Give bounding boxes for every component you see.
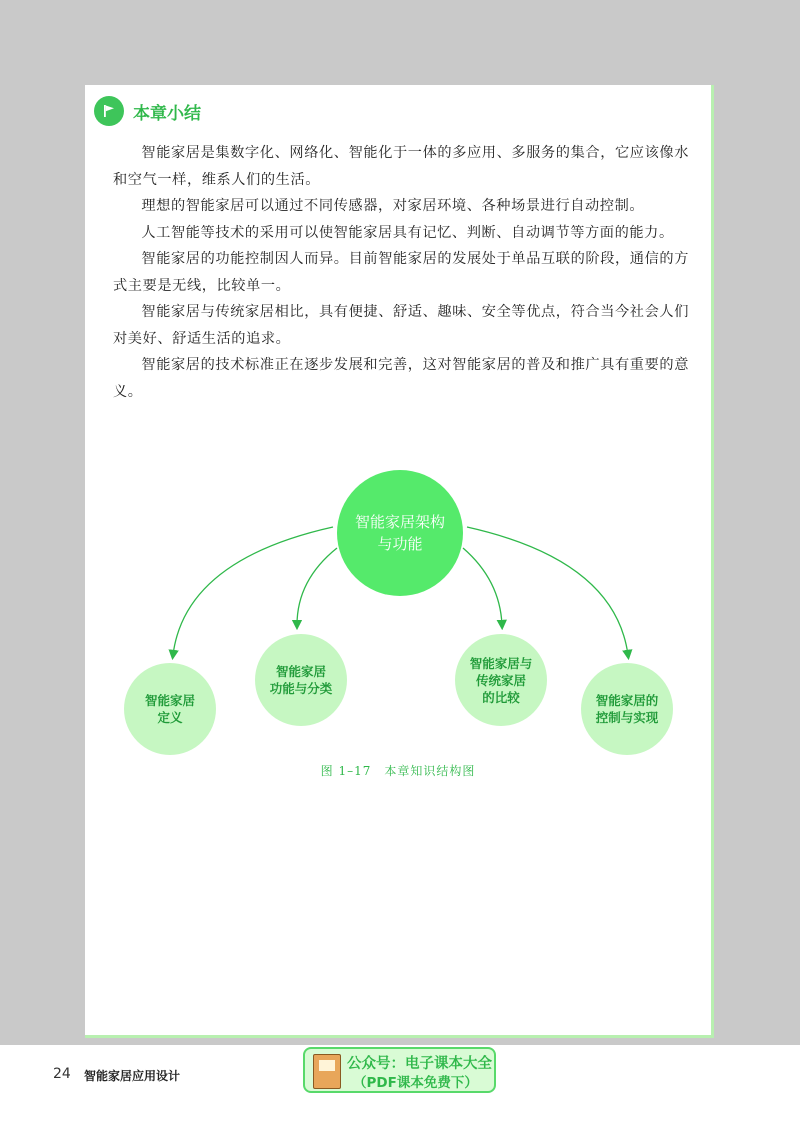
arrow-to-node-2 (297, 548, 337, 625)
figure-caption: 图 1–17 本章知识结构图 (320, 764, 476, 778)
section-title: 本章小结 (133, 103, 201, 124)
paragraph: 智能家居的功能控制因人而异。目前智能家居的发展处于单品互联的阶段，通信的方式主要是无线，比较单一。 (113, 251, 689, 294)
center-node-line: 智能家居架构 (354, 513, 445, 531)
book-icon (313, 1054, 341, 1089)
paragraph: 智能家居的技术标准正在逐步发展和完善，这对智能家居的普及和推广具有重要的意义。 (113, 357, 689, 400)
arrow-to-node-3 (463, 548, 502, 625)
knowledge-structure-diagram (85, 460, 711, 780)
section-header (94, 95, 201, 127)
node-line: 智能家居 (144, 693, 195, 708)
node-line: 智能家居的 (595, 693, 659, 708)
center-node-line: 与功能 (377, 535, 423, 553)
page-number: 24 (53, 1066, 71, 1082)
promo-line: 公众号：电子课本大全 (347, 1056, 492, 1072)
book-title: 智能家居应用设计 (84, 1069, 181, 1083)
node-line: 控制与实现 (595, 710, 659, 725)
node-line: 智能家居 (275, 664, 326, 679)
node-line: 定义 (157, 710, 183, 725)
flag-icon (94, 96, 124, 126)
promo-line: （PDF课本免费下） (353, 1075, 478, 1091)
node-line: 的比较 (482, 689, 520, 705)
paragraph: 人工智能等技术的采用可以使智能家居具有记忆、判断、自动调节等方面的能力。 (141, 224, 674, 241)
center-node (337, 470, 463, 596)
promo-banner (303, 1047, 496, 1093)
node-definition (124, 663, 216, 755)
node-line: 功能与分类 (269, 681, 333, 696)
paragraph: 智能家居是集数字化、网络化、智能化于一体的多应用、多服务的集合，它应该像水和空气一样，维系人们的生活。 (113, 145, 689, 188)
node-line: 智能家居与 (469, 655, 533, 671)
node-control-implementation (581, 663, 673, 755)
summary-text (113, 140, 689, 405)
paragraph: 智能家居与传统家居相比，具有便捷、舒适、趣味、安全等优点，符合当今社会人们对美好、舒适生活的追求。 (113, 304, 689, 347)
page (85, 85, 714, 1038)
node-line: 传统家居 (475, 672, 526, 688)
node-function-classification (255, 634, 347, 726)
paragraph: 理想的智能家居可以通过不同传感器，对家居环境、各种场景进行自动控制。 (141, 198, 645, 214)
node-comparison (455, 634, 547, 726)
